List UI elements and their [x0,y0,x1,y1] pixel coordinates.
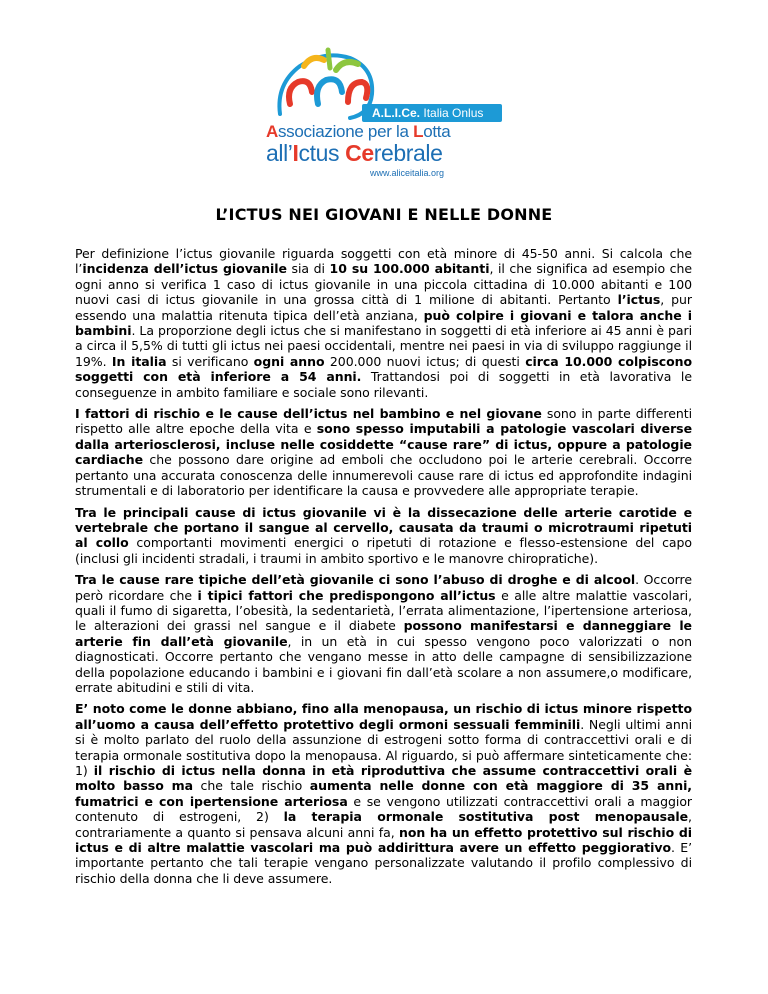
body-paragraph [75,572,692,695]
text-run: . E’ importante pertanto che tali terapie vengano personalizzate valutando il profilo complessivo di rischio della donna che li deve assumere. [75,840,692,886]
text-run: , in un età in cui spesso vengono poco valorizzati o non diagnosticati. Occorre pertanto che vengano messe in atto delle campagne di sensibilizzazione della popolazione educando i bambini e i giovani fin dall’età scolare a non assumere,o modificare, errate abitudini e stili di vita. [75,633,692,695]
bold-text: In italia [111,353,167,369]
org-name-line2: all’Ictus Cerebrale [266,140,443,166]
text-run: che tale rischio [193,778,310,794]
bold-text: aumenta nelle donne con età maggiore di 35 anni, fumatrici e con ipertensione arteriosa [75,778,692,809]
text-run: sono in parte differenti rispetto alle altre epoche della vita e [75,406,692,437]
text-run: , il che significa ad esempio che ogni anno si verifica 1 caso di ictus giovanile in una piccola cittadina di 10.000 abitanti e 100 nuovi casi di ictus giovanile in una grossa città di 1 milione di abitanti. Pertanto [75,261,693,308]
bold-text: possono manifestarsi e danneggiare le arterie fin dall’età giovanile [75,618,692,649]
bold-text: I fattori di rischio e le cause dell’ictus nel bambino e nel giovane [75,406,542,422]
page-title: L’ICTUS NEI GIOVANI E NELLE DONNE [215,205,553,224]
text-run: . La proporzione degli ictus che si manifestano in soggetti di età inferiore ai 45 anni è pari a circa il 5,5% di tutti gli ictus nei paesi occidentali, mentre nei paesi in via di sviluppo raggiunge il 19%. [75,323,692,369]
text-run: sia di [286,261,330,277]
text-run: e se vengono utilizzati contraccettivi orali a maggior contenuto di estrogeni, 2) [75,793,693,825]
bold-text: l’ictus [617,292,661,308]
text-run: Trattandosi poi di soggetti in età lavorativa le conseguenze in ambito familiare e sociale sono rilevanti. [75,369,692,400]
bold-text: può colpire i giovani e talora anche i bambini [75,307,693,339]
brand-suffix: Italia Onlus [423,106,484,120]
org-name-line1: Associazione per la Lotta [266,122,451,141]
text-run: che possono dare origine ad emboli che occludono poi le arterie cerebrali. Occorre pertanto una accurata conoscenza delle innumerevoli cause rare di ictus ed approfondite indagini strumentali e di laboratorio per identificare la causa e provvedere alle appropriate terapie. [75,452,692,499]
text-run: comportanti movimenti energici o ripetuti di rotazione e flesso-estensione del capo (inclusi gli incidenti stradali, i traumi in ambito sportivo e le manovre chiropratiche). [75,535,692,566]
website-url: www.aliceitalia.org [370,168,445,178]
bold-text: non ha un effetto protettivo sul rischio di ictus e di altre malattie vascolari ma può addirittura avere un effetto peggiorativo [75,824,692,856]
text-run: . Occorre però ricordare che [75,572,692,603]
body-paragraph [75,701,692,886]
bold-text: i tipici fattori che predispongono all’ictus [197,587,496,603]
bold-text: Tra le cause rare tipiche dell’età giovanile ci sono l’abuso di droghe e di alcool [75,572,636,588]
bold-text: 10 su 100.000 abitanti [329,261,490,277]
bold-text: incidenza dell’ictus giovanile [82,261,287,277]
brand-name: A.L.I.Ce. [372,106,421,120]
brand-bar [362,104,502,122]
text-run: , pur essendo una malattia ritenuta tipica dell’età anziana, [75,292,692,323]
bold-text: ogni anno [253,353,325,369]
text-run: , contrariamente a quanto si pensava alcuni anni fa, [75,809,692,840]
body-paragraph [75,406,692,498]
bold-text: Tra le principali cause di ictus giovanile vi è la dissecazione delle arterie carotide e vertebrale che portano il sangue al cervello, causata da traumi o microtraumi ripetuti al collo [75,504,692,551]
text-run: e alle altre malattie vascolari, quali il fumo di sigaretta, l’obesità, la sedentarietà, l’errata alimentazione, l’ipertensione arteriosa, le alterazioni dei grassi nel sangue e il diabete [75,587,692,634]
bold-text: sono spesso imputabili a patologie vascolari diverse dalla arteriosclerosi, incluse nelle cosiddette “cause rare” di ictus, oppure a patologie cardiache [75,421,692,468]
text-run: si verificano [166,353,254,369]
document-body [75,246,692,892]
body-paragraph [75,246,692,400]
bold-text: circa 10.000 colpiscono soggetti con età inferiore a 54 anni. [75,353,692,385]
text-run: 200.000 nuovi ictus; di questi [324,353,526,369]
body-paragraph [75,505,692,567]
bold-text: il rischio di ictus nella donna in età riproduttiva che assume contraccettivi orali è molto basso ma [75,763,692,794]
alice-logo [262,44,512,184]
bold-text: la terapia ormonale sostitutiva post menopausale [283,809,689,825]
text-run: Per definizione l’ictus giovanile riguarda soggetti con età minore di 45-50 anni. Si calcola che l’ [75,246,692,277]
text-run: . Negli ultimi anni si è molto parlato del ruolo della assunzione di estrogeni sotto forma di contraccettivi orali e di terapia ormonale sostitutiva dopo la menopausa. Al riguardo, si può affermare sinteticamente che: 1) [75,716,692,778]
bold-text: E’ noto come le donne abbiano, fino alla menopausa, un rischio di ictus minore rispetto all’uomo a causa dell’effetto protettivo degli ormoni sessuali femminili [75,701,692,732]
